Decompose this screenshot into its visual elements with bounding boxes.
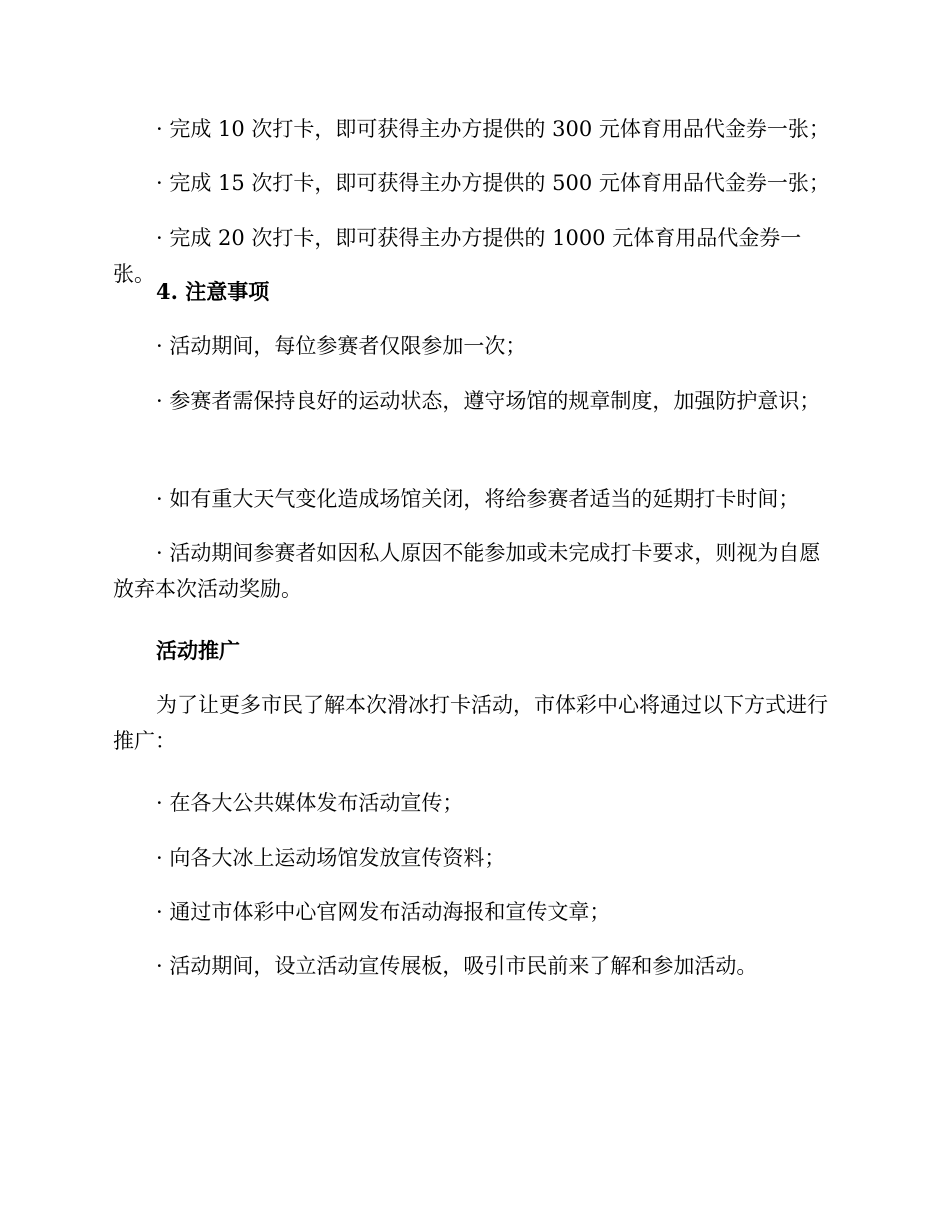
reward-item-10: · 完成 10 次打卡，即可获得主办方提供的 300 元体育用品代金券一张； bbox=[156, 117, 830, 141]
note-item: · 活动期间参赛者如因私人原因不能参加或未完成打卡要求，则视为自愿放弃本次活动奖励。 bbox=[113, 541, 821, 601]
section-heading-promotion: 活动推广 bbox=[156, 638, 240, 663]
promotion-intro: 为了让更多市民了解本次滑冰打卡活动，市体彩中心将通过以下方式进行推广： bbox=[113, 693, 828, 753]
promotion-item: · 在各大公共媒体发布活动宣传； bbox=[156, 791, 464, 815]
promotion-item: · 向各大冰上运动场馆发放宣传资料； bbox=[156, 846, 506, 870]
reward-item-20: · 完成 20 次打卡，即可获得主办方提供的 1000 元体育用品代金券一张。 bbox=[113, 226, 802, 286]
section-heading-notes: 4. 注意事项 bbox=[156, 279, 270, 304]
promotion-item: · 通过市体彩中心官网发布活动海报和宣传文章； bbox=[156, 900, 611, 924]
note-item: · 参赛者需保持良好的运动状态，遵守场馆的规章制度，加强防护意识； bbox=[156, 389, 821, 413]
note-item: · 活动期间，每位参赛者仅限参加一次； bbox=[156, 334, 527, 358]
promotion-item: · 活动期间，设立活动宣传展板，吸引市民前来了解和参加活动。 bbox=[156, 954, 758, 978]
reward-item-15: · 完成 15 次打卡，即可获得主办方提供的 500 元体育用品代金券一张； bbox=[156, 171, 830, 195]
note-item: · 如有重大天气变化造成场馆关闭，将给参赛者适当的延期打卡时间； bbox=[156, 487, 800, 511]
